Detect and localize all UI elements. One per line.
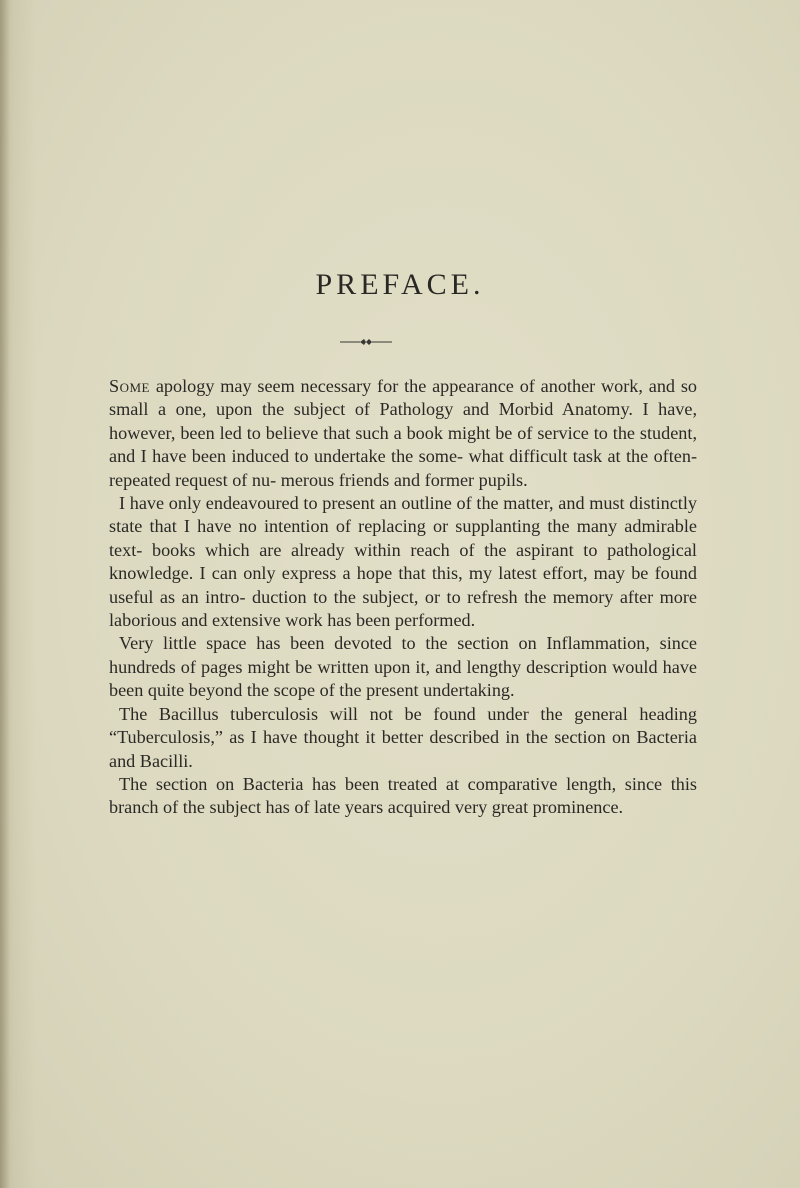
drop-word: Some xyxy=(109,376,151,396)
preface-body xyxy=(109,375,697,820)
paragraph-text: apology may seem necessary for the appearance of another work, and so small a one, upon the subject of Pathology and Morbid Anatomy. I have, however, been led to believe that such a book might be of service to the student, and I have been induced to undertake the some- what difficult task at the often-repeated request of nu- merous friends and former pupils. xyxy=(109,376,697,490)
paragraph xyxy=(109,375,697,492)
paragraph: I have only endeavoured to present an outline of the matter, and must distinctly state that I have no intention of replacing or supplanting the many admirable text- books which are already within reach of the aspirant to pathological knowledge. I can only express a hope that this, my latest effort, may be found useful as an intro- duction to the subject, or to refresh the memory after more laborious and extensive work has been performed. xyxy=(109,493,697,631)
paragraph: The Bacillus tuberculosis will not be found under the general heading “Tuberculosis,” as I have thought it better described in the section on Bacteria and Bacilli. xyxy=(109,703,697,771)
binding-gutter-shadow xyxy=(0,0,10,1188)
paragraph: Very little space has been devoted to the section on Inflammation, since hundreds of pages might be written upon it, and lengthy description would have been quite beyond the scope of the present undertaking. xyxy=(109,633,697,701)
rule-ornament-icon xyxy=(340,336,392,348)
paragraph: The section on Bacteria has been treated at comparative length, since this branch of the subject has of late years acquired very great prominence. xyxy=(109,773,697,818)
page-title: PREFACE. xyxy=(315,268,485,301)
